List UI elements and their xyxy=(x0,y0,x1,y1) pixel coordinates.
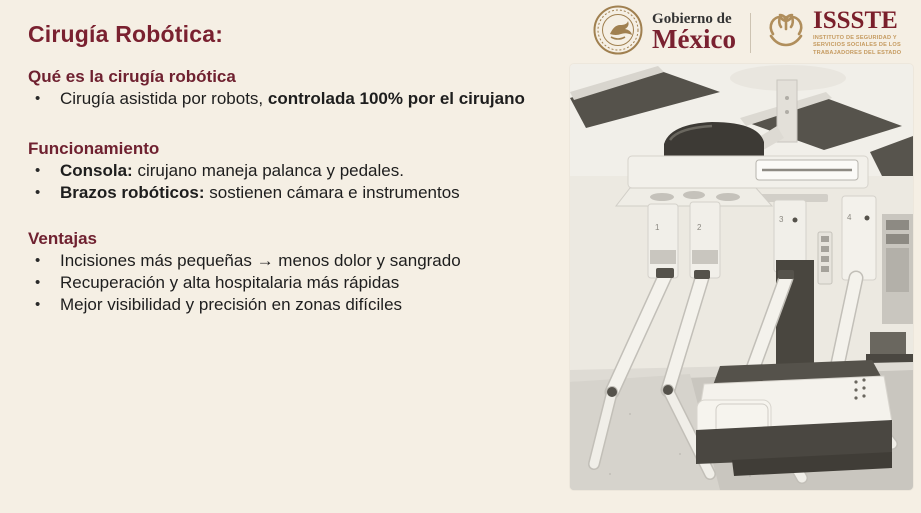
bullet-list-ventajas xyxy=(28,250,550,316)
mexico-coat-of-arms-seal-icon xyxy=(592,4,644,61)
bullet-text-bold: Consola: xyxy=(60,161,133,180)
bullet-item xyxy=(28,182,550,204)
gobierno-line2: México xyxy=(652,24,736,54)
bullet-item xyxy=(28,272,550,294)
issste-acronym: ISSSTE xyxy=(813,7,898,34)
hands-holding-seedling-icon xyxy=(765,8,807,57)
issste-caption: INSTITUTO DE SEGURIDAD Y SERVICIOS SOCIALES DE LOS TRABAJADORES DEL ESTADO xyxy=(813,35,902,56)
section-heading-funcionamiento: Funcionamiento xyxy=(28,139,160,158)
bullet-text-bold: Brazos robóticos: xyxy=(60,183,205,202)
header-logos xyxy=(592,4,911,61)
slide-content xyxy=(28,66,550,316)
bullet-text: Incisiones más pequeñas → menos dolor y sangrado xyxy=(60,251,461,270)
bullet-list-que-es xyxy=(28,88,550,110)
bullet-item xyxy=(28,294,550,316)
bullet-item xyxy=(28,250,550,272)
bullet-text: Cirugía asistida por robots, xyxy=(60,89,268,108)
bullet-list-funcionamiento xyxy=(28,160,550,204)
logo-divider xyxy=(750,13,751,53)
bullet-text: Recuperación y alta hospitalaria más rápidas xyxy=(60,273,400,292)
bullet-item xyxy=(28,88,530,110)
arm-label-3: 3 xyxy=(779,215,784,224)
robotic-surgery-photo xyxy=(570,64,913,490)
bullet-text-bold: controlada 100% por el cirujano xyxy=(267,89,525,108)
arm-label-4: 4 xyxy=(847,213,852,222)
issste-text xyxy=(813,8,911,57)
bullet-text: cirujano maneja palanca y pedales. xyxy=(132,161,404,180)
arm-mount-4 xyxy=(842,196,876,280)
section-heading-que-es: Qué es la cirugía robótica xyxy=(28,67,236,86)
section-heading-ventajas: Ventajas xyxy=(28,229,97,248)
page-title: Cirugía Robótica: xyxy=(28,21,224,48)
arm-mount-2 xyxy=(690,202,720,278)
operating-room-illustration xyxy=(570,64,913,490)
bullet-text: sostienen cámara e instrumentos xyxy=(204,183,460,202)
gobierno-text xyxy=(652,12,736,53)
arm-label-1: 1 xyxy=(655,223,660,232)
robot-base xyxy=(696,360,892,476)
arm-label-2: 2 xyxy=(697,223,702,232)
gobierno-line1: Gobierno de xyxy=(652,11,732,27)
arm-mount-1 xyxy=(648,204,678,278)
issste-logo xyxy=(765,8,911,57)
gobierno-de-mexico-logo xyxy=(592,4,736,61)
bullet-text: Mejor visibilidad y precisión en zonas difíciles xyxy=(60,295,403,314)
bullet-item xyxy=(28,160,550,182)
